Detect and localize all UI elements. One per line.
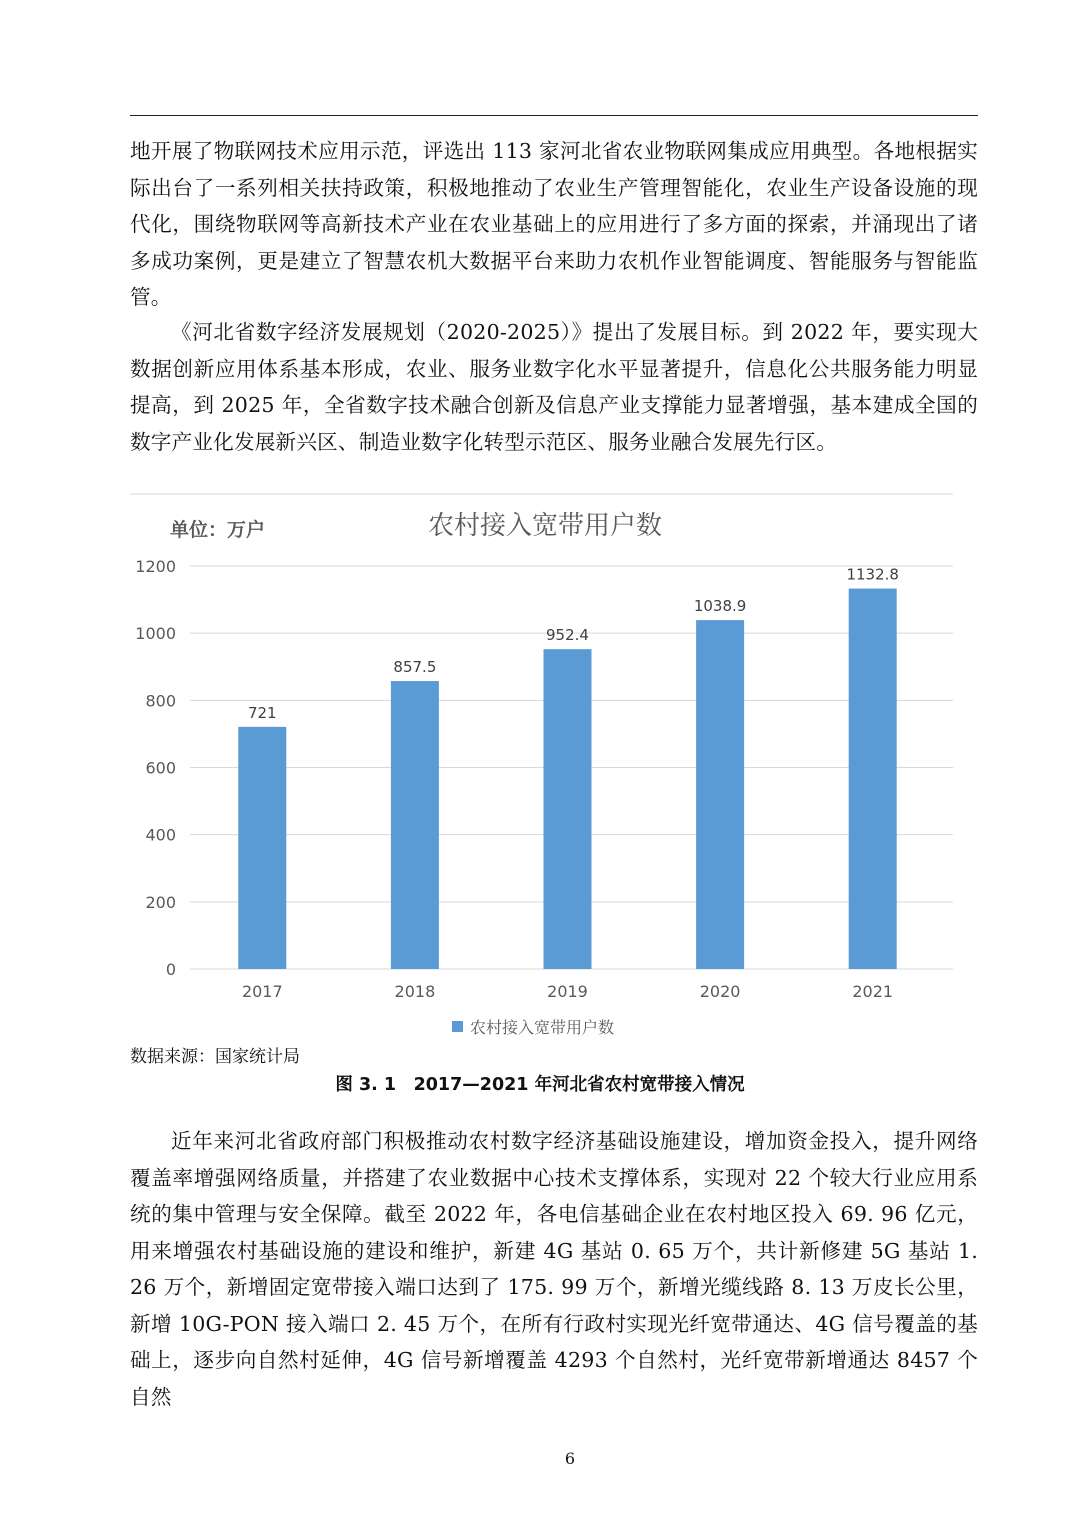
x-tick-label: 2021: [852, 982, 894, 1001]
y-tick-label: 1000: [135, 624, 176, 644]
chart-title: 农村接入宽带用户数: [427, 511, 663, 541]
x-tick-label: 2018: [394, 982, 436, 1001]
bar: [238, 727, 286, 969]
bar-data-label: 721: [247, 703, 277, 722]
page-number: 6: [564, 1449, 576, 1468]
bar-data-label: 952.4: [546, 626, 589, 645]
x-tick-label: 2020: [699, 982, 741, 1001]
x-tick-label: 2017: [241, 982, 283, 1001]
bar: [696, 620, 744, 969]
bar: [849, 589, 897, 969]
figure-source: 数据来源：国家统计局: [130, 1047, 300, 1067]
chart-svg: [130, 492, 953, 1042]
paragraph-1: 地开展了物联网技术应用示范，评选出 113 家河北省农业物联网集成应用典型。各地根据实际出台了一系列相关扶持政策，积极地推动了农业生产管理智能化，农业生产设备设施的现代化，围绕物联网等高新技术产业在农业基础上的应用进行了多方面的探索，并涌现出了诸多成功案例，更是建立了智慧农机大数据平台来助力农机作业智能调度、智能服务与智能监管。: [130, 139, 978, 309]
paragraph-2: 《河北省数字经济发展规划（2020-2025）》提出了发展目标。到 2022 年，要实现大数据创新应用体系基本形成，农业、服务业数字化水平显著提升，信息化公共服务能力明显提高，到 2025 年，全省数字技术融合创新及信息产业支撑能力显著增强，基本建成全国的数字产业化发展新兴区、制造业数字化转型示范区、服务业融合发展先行区。: [130, 320, 978, 454]
y-tick-label: 800: [145, 691, 176, 711]
bar-data-label: 1132.8: [846, 565, 899, 584]
y-tick-label: 600: [145, 758, 176, 778]
paragraph-3: 近年来河北省政府部门积极推动农村数字经济基础设施建设，增加资金投入，提升网络覆盖率增强网络质量，并搭建了农业数据中心技术支撑体系，实现对 22 个较大行业应用系统的集中管理与安全保障。截至 2022 年，各电信基础企业在农村地区投入 69. 96 亿元，用来增强农村基础设施的建设和维护，新建 4G 基站 0. 65 万个，共计新修建 5G 基站 1. 26 万个，新增固定宽带接入端口达到了 175. 99 万个，新增光缆线路 8. 13 万皮长公里，新增 10G-PON 接入端口 2. 45 万个，在所有行政村实现光纤宽带通达、4G 信号覆盖的基础上，逐步向自然村延伸，4G 信号新增覆盖 4293 个自然村，光纤宽带新增通达 8457 个自然: [130, 1129, 978, 1409]
header-rule: [130, 115, 978, 116]
bar: [544, 649, 592, 969]
figure-caption: 图 3. 1 2017—2021 年河北省农村宽带接入情况: [335, 1075, 745, 1095]
bar-data-label: 1038.9: [693, 597, 747, 616]
chart-unit-label: 单位：万户: [170, 519, 266, 541]
legend-label: 农村接入宽带用户数: [470, 1018, 615, 1037]
legend-swatch: [452, 1021, 463, 1032]
y-tick-label: 200: [145, 892, 176, 912]
bar-chart: [130, 492, 953, 1042]
bar: [391, 681, 439, 969]
y-tick-label: 0: [165, 960, 176, 979]
x-tick-label: 2019: [547, 982, 588, 1001]
y-tick-label: 400: [145, 825, 176, 845]
y-tick-label: 1200: [135, 557, 176, 576]
bar-data-label: 857.5: [393, 658, 437, 677]
